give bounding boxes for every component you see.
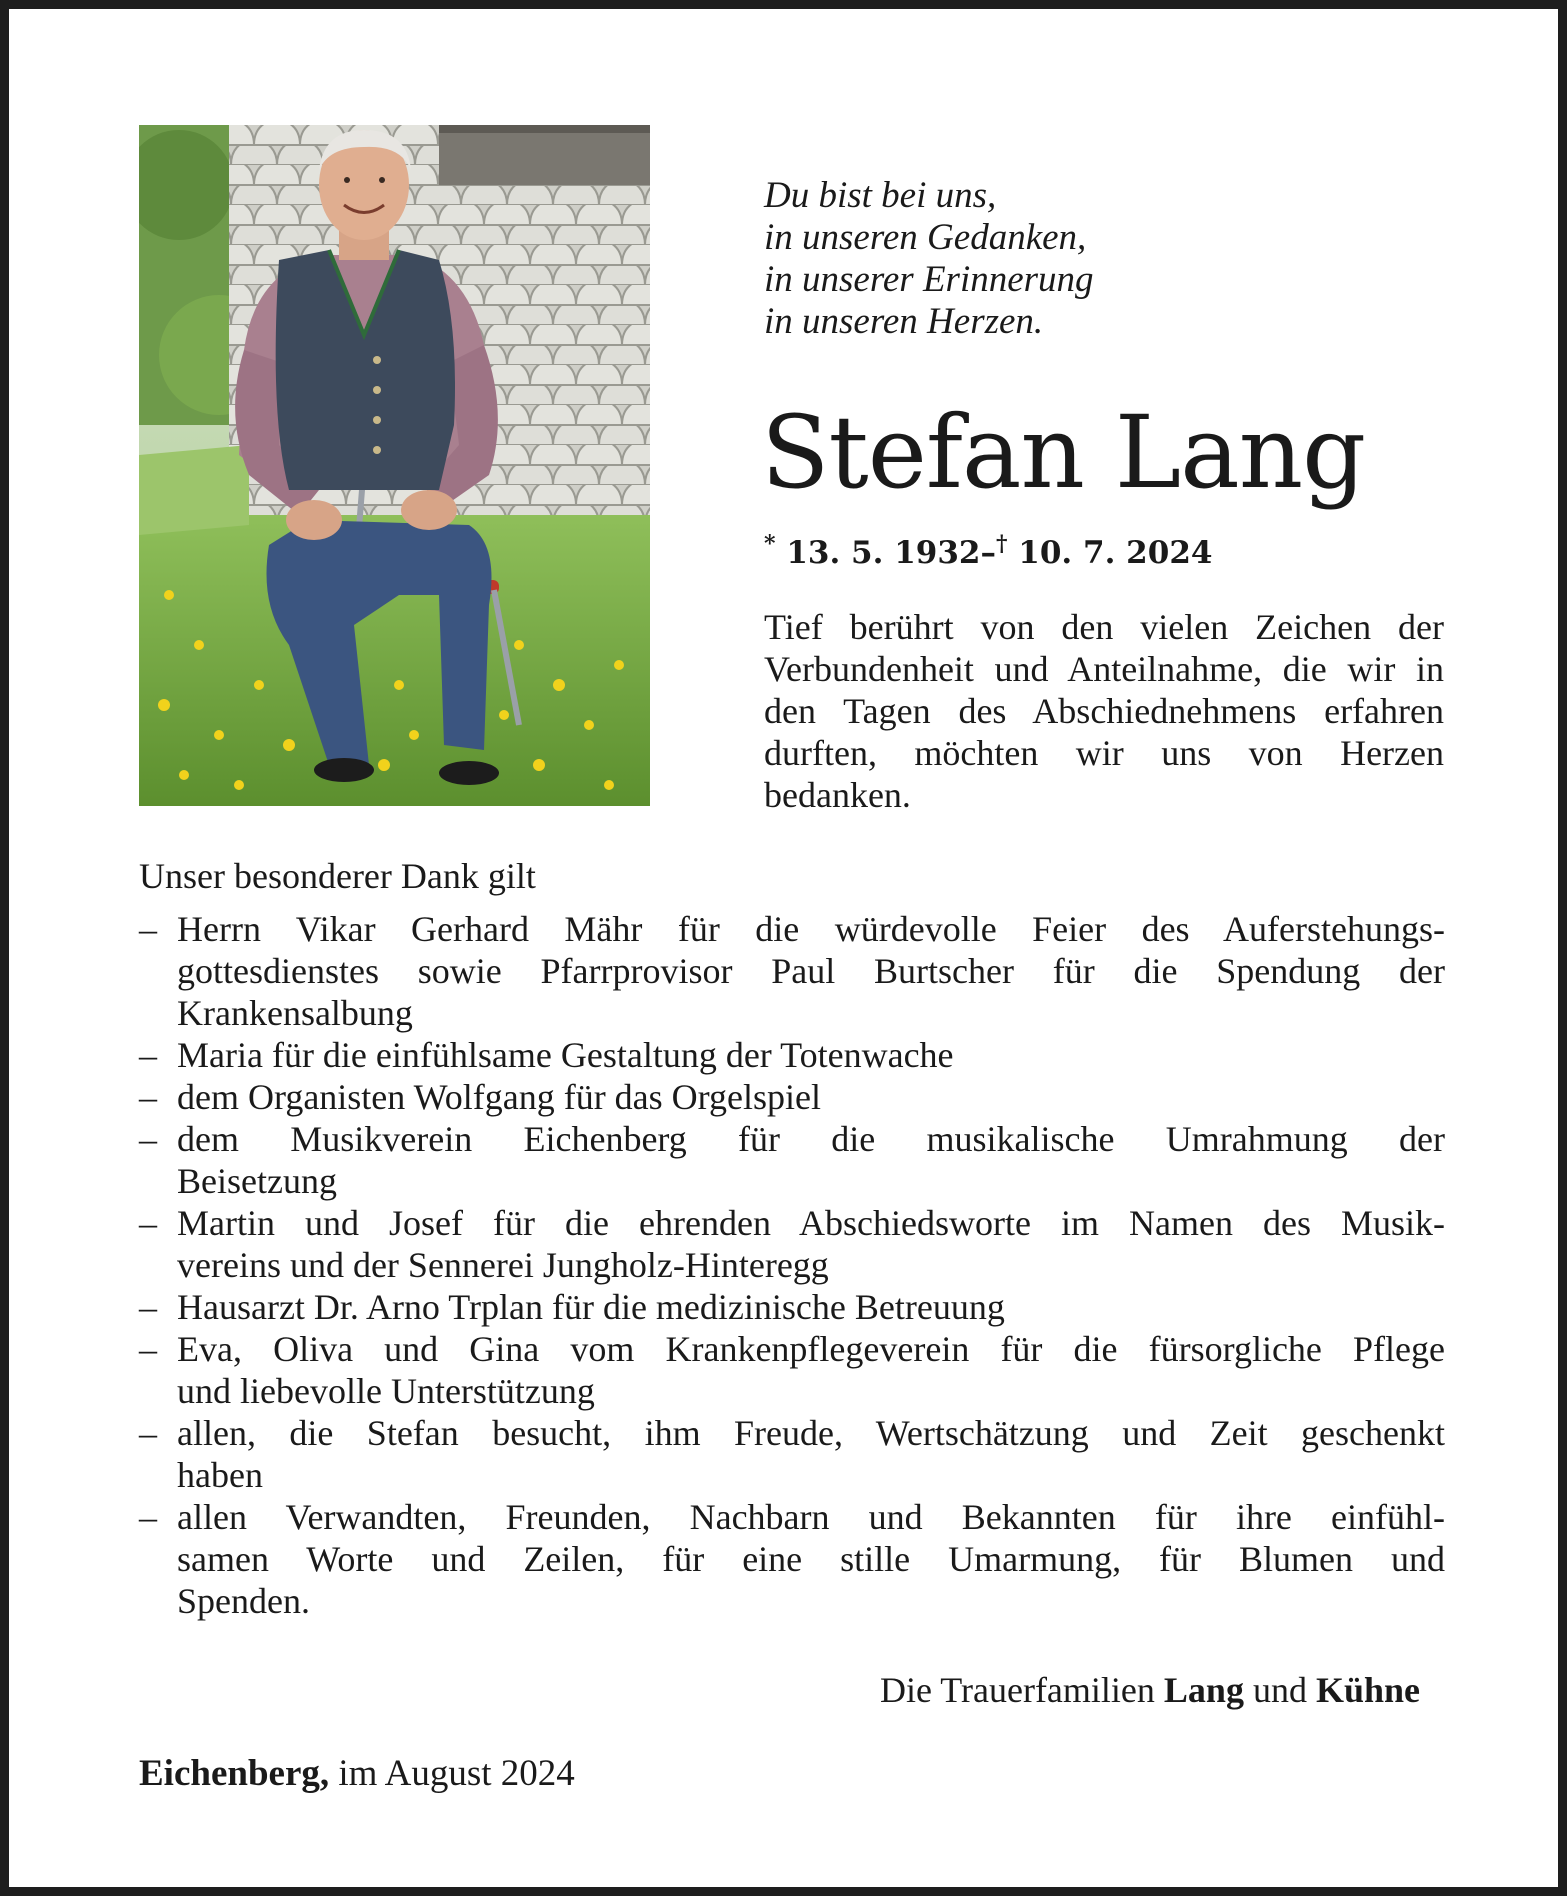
family-name-kuehne: Kühne xyxy=(1315,1670,1420,1710)
thanks-item-line: allen Verwandten, Freunden, Nachbarn und Bekannten für ihre einfühl- xyxy=(177,1497,1445,1537)
motto-line: in unseren Gedanken, xyxy=(764,217,1087,258)
thanks-lead: Unser besonderer Dank gilt xyxy=(139,856,536,896)
signature-prefix: Die Trauerfamilien xyxy=(879,1670,1155,1710)
thanks-item xyxy=(139,1202,1445,1286)
thanks-item xyxy=(139,1328,1445,1412)
thanks-item-line: und liebevolle Unterstützung xyxy=(177,1371,595,1411)
thanks-item xyxy=(139,1076,1445,1118)
thanks-item xyxy=(139,908,1445,1034)
thanks-item xyxy=(139,1118,1445,1202)
death-date: 10. 7. 2024 xyxy=(1018,535,1213,571)
thanks-item-line: Hausarzt Dr. Arno Trplan für die medizinische Betreuung xyxy=(177,1287,1005,1327)
thanks-item-line: vereins und der Sennerei Jungholz-Hinteregg xyxy=(177,1245,829,1285)
thanks-item-line: allen, die Stefan besucht, ihm Freude, Wertschätzung und Zeit geschenkt xyxy=(177,1413,1445,1453)
motto-line: in unserer Erinnerung xyxy=(764,259,1094,300)
date-text: im August 2024 xyxy=(338,1753,575,1794)
list-dash: – xyxy=(139,1287,157,1327)
list-dash: – xyxy=(139,1413,157,1453)
thanks-item xyxy=(139,1496,1445,1622)
birth-symbol: * xyxy=(764,531,776,557)
signature xyxy=(880,1666,1420,1714)
intro-text: Tief berührt von den vielen Zeichen der Verbundenheit und Anteilnahme, die wir in den Tagen des Abschiednehmens erfahren durften, möchten wir uns von Herzen bedanken. xyxy=(764,607,1444,815)
motto-line: in unseren Herzen. xyxy=(764,301,1044,342)
thanks-item-line: Maria für die einfühlsame Gestaltung der Totenwache xyxy=(177,1035,954,1075)
thanks-item-line: haben xyxy=(177,1455,263,1495)
thanks-item xyxy=(139,1412,1445,1496)
list-dash: – xyxy=(139,1119,157,1159)
place-date xyxy=(139,1750,575,1798)
thanks-item-line: Krankensalbung xyxy=(177,993,413,1033)
portrait-photo xyxy=(139,125,650,806)
list-dash: – xyxy=(139,1329,157,1369)
signature-conjunction: und xyxy=(1252,1670,1307,1710)
deceased-name: Stefan Lang xyxy=(761,394,1366,511)
thanks-item-line: Herrn Vikar Gerhard Mähr für die würdevolle Feier des Auferstehungs- xyxy=(177,909,1445,949)
thanks-item-line: Martin und Josef für die ehrenden Abschiedsworte im Namen des Musik- xyxy=(177,1203,1445,1243)
thanks-item-line: gottesdienstes sowie Pfarrprovisor Paul Burtscher für die Spendung der xyxy=(177,951,1445,991)
thanks-item-line: Eva, Oliva und Gina vom Krankenpflegeverein für die fürsorgliche Pflege xyxy=(177,1329,1445,1369)
death-symbol: † xyxy=(995,531,1008,557)
list-dash: – xyxy=(139,1497,157,1537)
thanks-item-line: Spenden. xyxy=(177,1581,310,1621)
thanks-item-line: dem Organisten Wolfgang für das Orgelspiel xyxy=(177,1077,821,1117)
motto-line: Du bist bei uns, xyxy=(764,175,997,216)
motto-verse xyxy=(764,175,1384,343)
list-dash: – xyxy=(139,1203,157,1243)
thanks-item-line: Beisetzung xyxy=(177,1161,337,1201)
thanks-list xyxy=(139,908,1445,1622)
thanks-item-line: samen Worte und Zeilen, für eine stille Umarmung, für Blumen und xyxy=(177,1539,1445,1579)
thanks-item xyxy=(139,1034,1445,1076)
thanks-item xyxy=(139,1286,1445,1328)
birth-date: 13. 5. 1932 xyxy=(786,535,981,571)
date-separator: – xyxy=(980,535,996,571)
family-name-lang: Lang xyxy=(1163,1670,1244,1710)
place-name: Eichenberg, xyxy=(139,1753,330,1794)
life-dates xyxy=(764,519,1364,578)
list-dash: – xyxy=(139,1035,157,1075)
thanks-item-line: dem Musikverein Eichenberg für die musikalische Umrahmung der xyxy=(177,1119,1445,1159)
list-dash: – xyxy=(139,909,157,949)
list-dash: – xyxy=(139,1077,157,1117)
